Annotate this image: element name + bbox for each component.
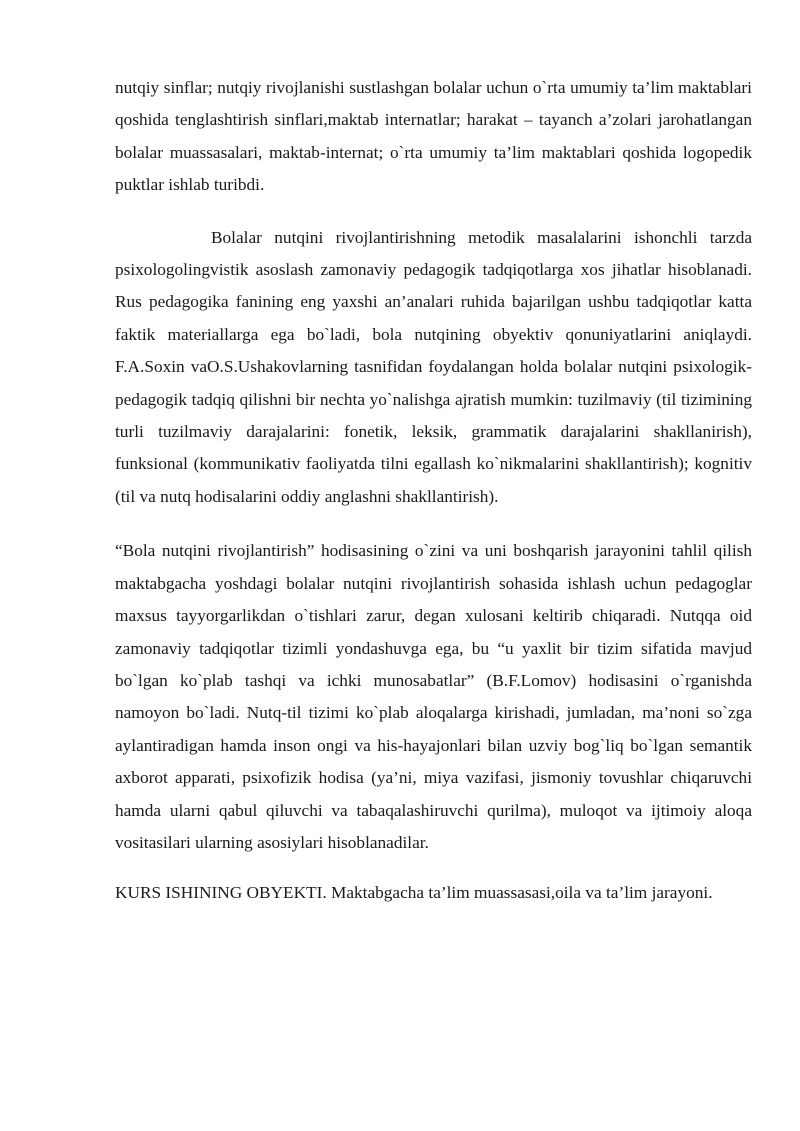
document-body: [115, 72, 752, 910]
paragraph-4: KURS ISHINING OBYEKTI. Maktabgacha ta’lim muassasasi,oila va ta’lim jarayoni.: [115, 883, 713, 903]
paragraph-1: nutqiy sinflar; nutqiy rivojlanishi sustlashgan bolalar uchun o`rta umumiy ta’lim maktablari qoshida tenglashtirish sinflari,maktab internatlar; harakat – tayanch a’zolari jarohatlangan bolalar muassasalari, maktab-internat; o`rta umumiy ta’lim maktablari qoshida logopedik puktlar ishlab turibdi.: [115, 78, 752, 195]
paragraph-3: “Bola nutqini rivojlantirish” hodisasining o`zini va uni boshqarish jarayonini tahlil qilish maktabgacha yoshdagi bolalar nutqini rivojlantirish sohasida ishlash uchun pedagoglar maxsus tayyorgarlikdan o`tishlari zarur, degan xulosani keltirib chiqaradi. Nutqqa oid zamonaviy tadqiqotlar tizimli yondashuvga ega, bu “u yaxlit bir tizim sifatida mavjud bo`lgan ko`plab tashqi va ichki munosabatlar” (B.F.Lomov) hodisasini o`rganishda namoyon bo`ladi. Nutq-til tizimi ko`plab aloqalarga kirishadi, jumladan, ma’noni so`zga aylantiradigan hamda inson ongi va his-hayajonlari bilan uzviy bog`liq bo`lgan semantik axborot apparati, psixofizik hodisa (ya’ni, miya vazifasi, jismoniy tovushlar chiqaruvchi hamda ularni qabul qiluvchi va tabaqalashiruvchi qurilma), muloqot va ijtimoiy aloqa vositasilari ularning asosiylari hisoblanadilar.: [115, 541, 752, 852]
paragraph-2: Bolalar nutqini rivojlantirishning metodik masalalarini ishonchli tarzda psixologolingvistik asoslash zamonaviy pedagogik tadqiqotlarga xos jihatlar hisoblanadi. Rus pedagogika fanining eng yaxshi an’analari ruhida bajarilgan ushbu tadqiqotlar katta faktik materiallarga ega bo`ladi, bola nutqining obyektiv qonuniyatlarini aniqlaydi. F.A.Soxin vaO.S.Ushakovlarning tasnifidan foydalangan holda bolalar nutqini psixologik-pedagogik tadqiq qilishni bir nechta yo`nalishga ajratish mumkin: tuzilmaviy (til tizimining turli tuzilmaviy darajalarini: fonetik, leksik, grammatik darajalarini shakllanirish), funksional (kommunikativ faoliyatda tilni egallash ko`nikmalarini shakllantirish); kognitiv (til va nutq hodisalarini oddiy anglashni shakllantirish).: [115, 227, 752, 506]
